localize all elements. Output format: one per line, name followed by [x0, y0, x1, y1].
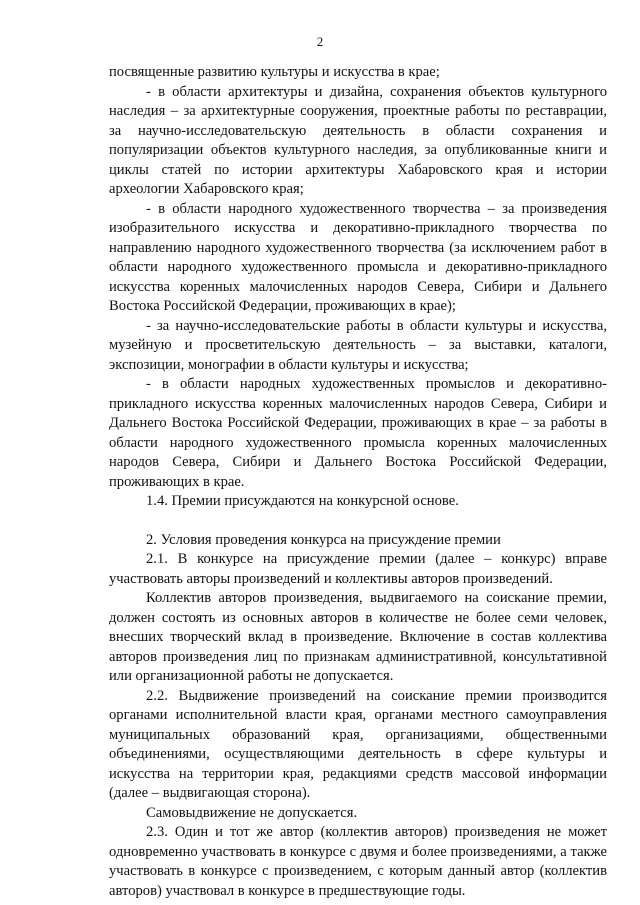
paragraph-self-nomination: Самовыдвижение не допускается.: [146, 804, 358, 821]
clause-1-4: 1.4. Премии присуждаются на конкурсной основе.: [146, 493, 459, 509]
paragraph-architecture: - в области архитектуры и дизайна, сохранения объектов культурного наследия – за архитектурные сооружения, проектные работы по реставрации, за научно-исследовательскую деятельность в области сохранения и популяризации объектов культурного наследия, за опубликованные книги и циклы статей по истории архитектуры Хабаровского края и истории археологии Хабаровского края;: [109, 83, 607, 197]
paragraph-folk-crafts: - в области народных художественных промыслов и декоративно-прикладного искусства коренных малочисленных народов Севера, Сибири и Дальнего Востока Российской Федерации, проживающих в крае – за работы в области народного художественного промысла коренных малочисленных народов Севера, Сибири и Дальнего Востока Российской Федерации, проживающих в крае.: [109, 376, 607, 490]
section-2-heading: 2. Условия проведения конкурса на присуждение премии: [146, 531, 501, 548]
paragraph-continuation: посвященные развитию культуры и искусства в крае;: [109, 64, 440, 80]
clause-2-2: 2.2. Выдвижение произведений на соискание премии производится органами исполнительной власти края, органами местного самоуправления муниципальных образований края, организациями, общественными объединениями, осуществляющими деятельность в сфере культуры и искусства на территории края, редакциями средств массовой информации (далее – выдвигающая сторона).: [109, 687, 607, 801]
paragraph-collective: Коллектив авторов произведения, выдвигаемого на соискание премии, должен состоять из основных авторов в количестве не более семи человек, внесших творческий вклад в произведение. Включение в состав коллектива авторов произведения лиц по признакам административной, консультативной или организационной работы не допускается.: [109, 590, 607, 684]
page-number: 2: [316, 34, 324, 49]
document-body: [109, 63, 607, 901]
clause-2-1: 2.1. В конкурсе на присуждение премии (далее – конкурс) вправе участвовать авторы произведений и коллективы авторов произведений.: [109, 551, 607, 587]
paragraph-folk-art: - в области народного художественного творчества – за произведения изобразительного искусства и декоративно-прикладного творчества по направлению народного художественного творчества (за исключением работ в области народного художественного промысла и декоративно-прикладного искусства коренных малочисленных народов Севера, Сибири и Дальнего Востока Российской Федерации, проживающих в крае);: [109, 200, 607, 314]
paragraph-research: - за научно-исследовательские работы в области культуры и искусства, музейную и просветительскую деятельность – за выставки, каталоги, экспозиции, монографии в области культуры и искусства;: [109, 317, 607, 373]
clause-2-3: 2.3. Один и тот же автор (коллектив авторов) произведения не может одновременно участвовать в конкурсе с двумя и более произведениями, а также участвовать в конкурсе с произведением, с которым данный автор (коллектив авторов) участвовал в конкурсе в предшествующие годы.: [109, 824, 607, 899]
